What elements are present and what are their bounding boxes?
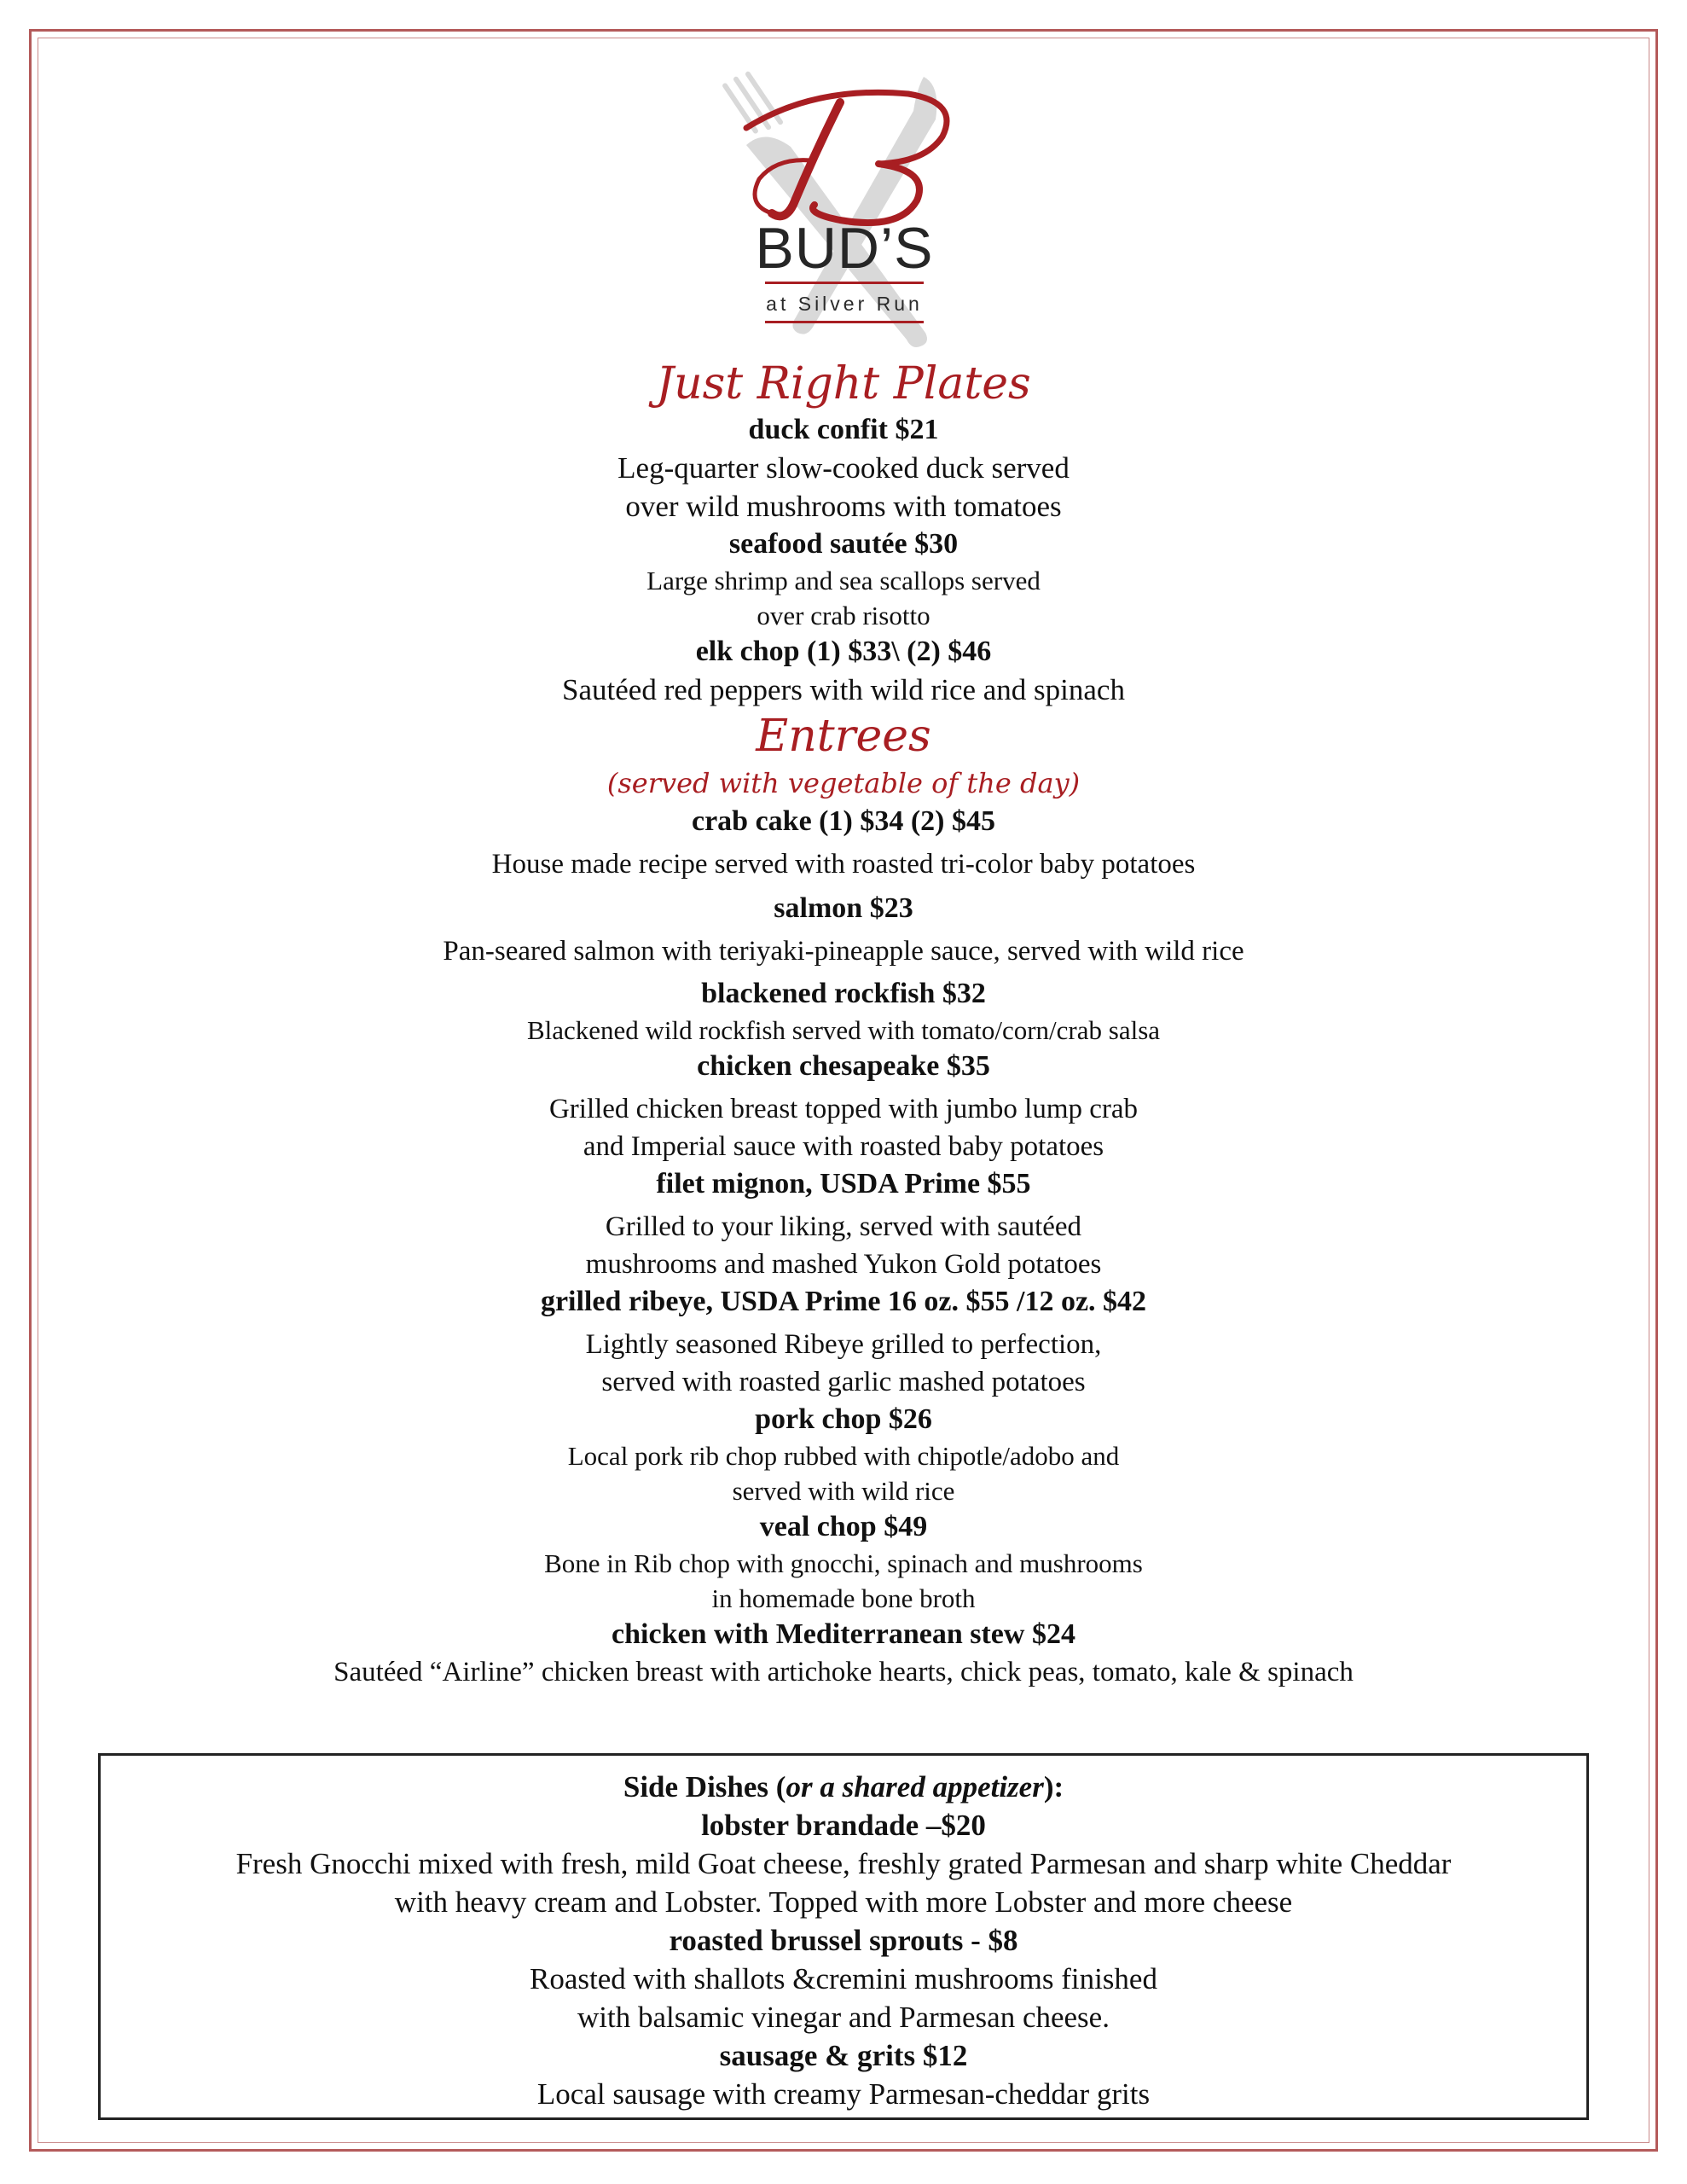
item-description: and Imperial sauce with roasted baby potatoes [583,1131,1104,1162]
item-title: elk chop (1) $33\ (2) $46 [695,636,992,667]
item-description: Local pork rib chop rubbed with chipotle/adobo and [567,1441,1120,1471]
item-description: with heavy cream and Lobster. Topped with more Lobster and more cheese [394,1885,1293,1919]
item-description: served with wild rice [732,1476,955,1506]
menu-item [0,1616,1687,1691]
item-description: Blackened wild rockfish served with tomato/corn/crab salsa [526,1015,1161,1045]
logo-name: BUD’S [755,216,934,281]
item-description: Leg-quarter slow-cooked duck served [617,451,1070,485]
side-dishes-title [101,1768,1586,1806]
item-description: with balsamic vinegar and Parmesan cheese. [577,2001,1110,2034]
menu-item [101,2036,1586,2113]
item-title: chicken with Mediterranean stew $24 [612,1618,1075,1650]
menu-item [0,1165,1687,1283]
item-description: over crab risotto [757,601,930,630]
section-title-entrees: Entrees [756,711,931,762]
menu-item [101,1806,1586,1921]
menu-item [0,1401,1687,1508]
item-title: roasted brussel sprouts - $8 [669,1924,1018,1957]
item-title: pork chop $26 [755,1403,932,1435]
menu-item [0,1048,1687,1165]
section-title-just-right-plates: Just Right Plates [656,358,1031,410]
section-subtitle-entrees: (served with vegetable of the day) [606,767,1081,799]
logo-subtitle: at Silver Run [766,293,923,315]
item-description: Local sausage with creamy Parmesan-cheddar grits [536,2077,1151,2111]
item-description: Pan-seared salmon with teriyaki-pineapple sauce, served with wild rice [443,936,1244,967]
item-title: salmon $23 [774,892,913,924]
item-description: Grilled to your liking, served with sautéed [605,1211,1082,1242]
item-title: filet mignon, USDA Prime $55 [656,1168,1031,1199]
menu-item [0,803,1687,883]
item-description: Large shrimp and sea scallops served [646,566,1041,595]
logo-rule-bottom [765,321,924,323]
side-dishes-box [98,1753,1589,2120]
item-title: crab cake (1) $34 (2) $45 [692,805,995,837]
item-description: Lightly seasoned Ribeye grilled to perfection, [585,1329,1102,1360]
side-dishes-title-start: Side Dishes ( [623,1770,786,1804]
menu-item [0,633,1687,709]
item-title: sausage & grits $12 [719,2039,968,2072]
item-title: veal chop $49 [759,1511,928,1542]
side-dishes-title-note: or a shared appetizer [786,1770,1044,1804]
item-description: Bone in Rib chop with gnocchi, spinach and mushrooms [544,1548,1143,1578]
restaurant-logo [712,68,977,358]
side-dishes-title-end: ): [1043,1770,1064,1804]
item-title: seafood sautée $30 [728,528,959,560]
item-title: lobster brandade –$20 [701,1809,986,1842]
item-title: grilled ribeye, USDA Prime 16 oz. $55 /12 oz. $42 [540,1286,1147,1317]
menu-item [0,970,1687,1048]
menu-item [0,1508,1687,1616]
item-description: mushrooms and mashed Yukon Gold potatoes [585,1249,1102,1280]
item-title: chicken chesapeake $35 [697,1050,990,1082]
item-description: Grilled chicken breast topped with jumbo lump crab [548,1094,1139,1124]
menu-item [0,883,1687,970]
item-description: Sautéed red peppers with wild rice and spinach [562,673,1125,706]
menu-body [0,357,1687,1691]
item-description: in homemade bone broth [711,1583,976,1613]
logo-b-letter-icon [712,77,977,230]
item-description: Sautéed “Airline” chicken breast with artichoke hearts, chick peas, tomato, kale & spinach [333,1657,1354,1687]
item-description: served with roasted garlic mashed potatoes [601,1367,1086,1397]
item-title: duck confit $21 [748,414,939,445]
item-title: blackened rockfish $32 [701,978,986,1009]
menu-item [0,1283,1687,1401]
logo-rule-top [765,282,924,284]
item-description: Roasted with shallots &cremini mushrooms finished [530,1962,1157,1995]
menu-item [0,526,1687,633]
item-description: over wild mushrooms with tomatoes [625,490,1062,523]
item-description: House made recipe served with roasted tri-color baby potatoes [491,849,1196,880]
item-description: Fresh Gnocchi mixed with fresh, mild Goat cheese, freshly grated Parmesan and sharp white Cheddar [235,1847,1452,1880]
menu-item [0,411,1687,526]
menu-item [101,1921,1586,2036]
